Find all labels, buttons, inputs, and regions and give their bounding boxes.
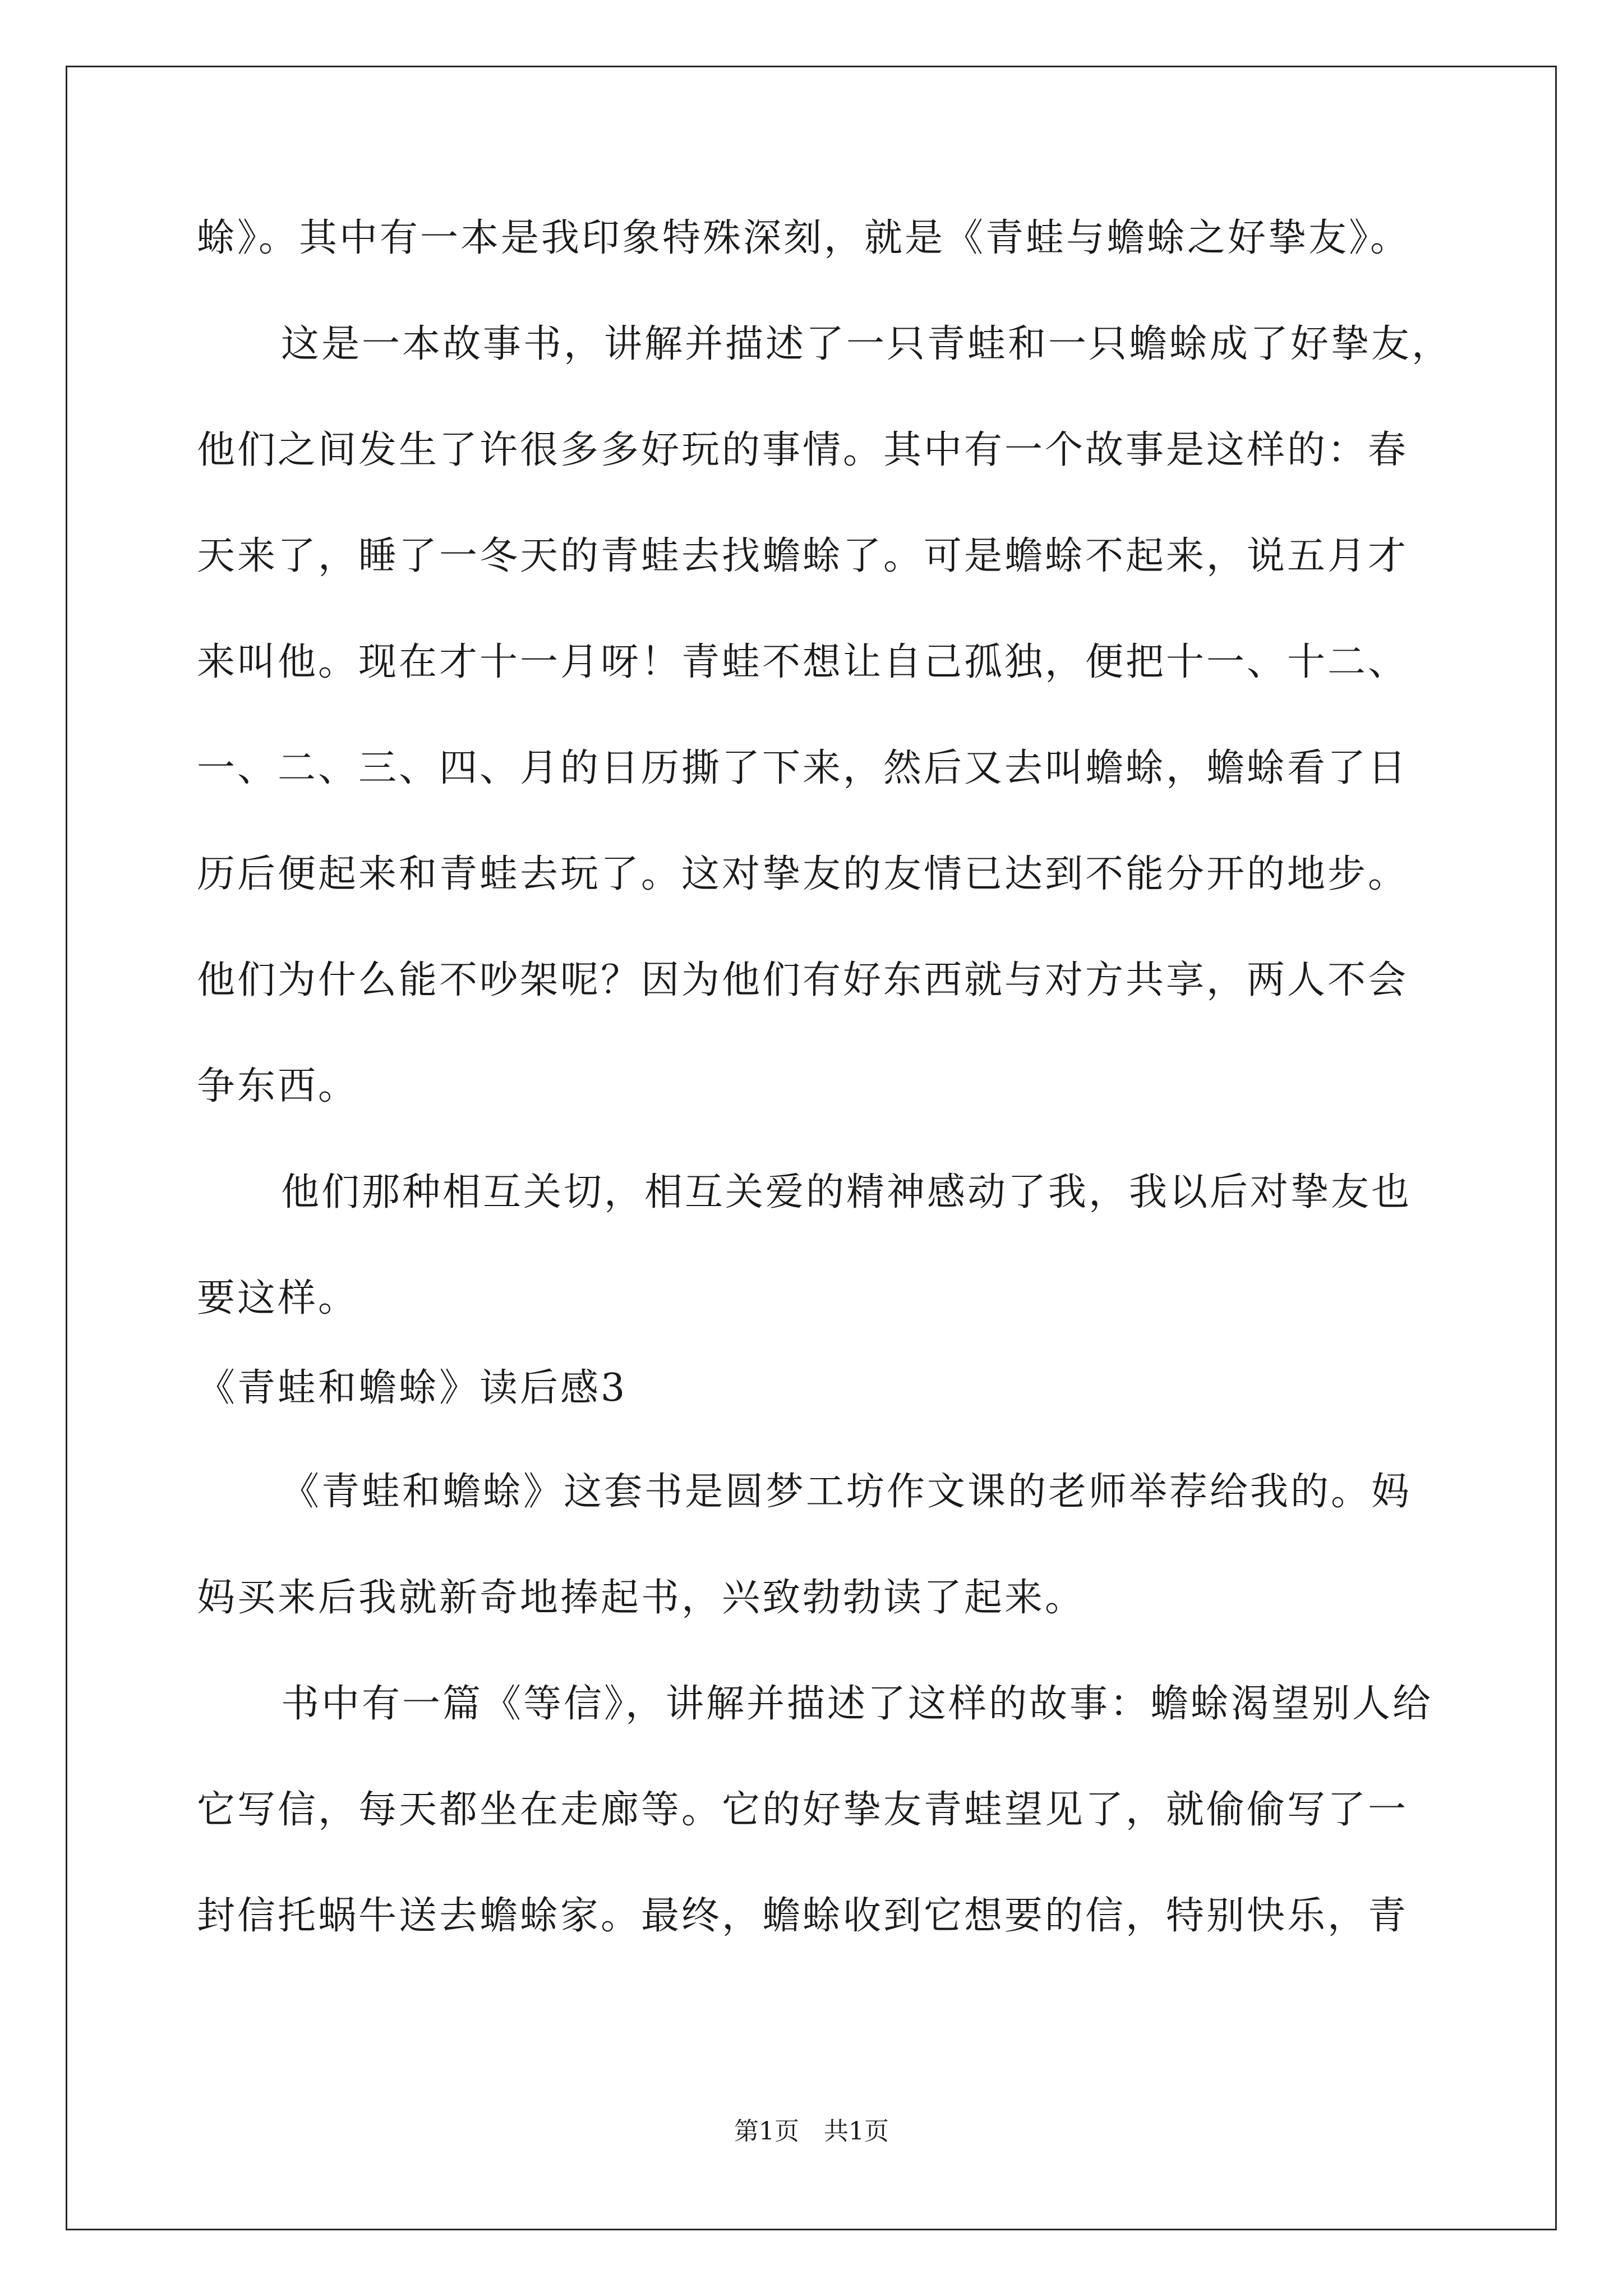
text-line: 他们那种相互关切，相互关爱的精神感动了我，我以后对挚友也 [281, 1170, 1412, 1214]
text-line: 来叫他。现在才十一月呀！青蛙不想让自己孤独，便把十一、十二、 [197, 640, 1409, 684]
text-line: 书中有一篇《等信》，讲解并描述了这样的故事：蟾蜍渴望别人给 [281, 1682, 1433, 1726]
text-line: 天来了，睡了一冬天的青蛙去找蟾蜍了。可是蟾蜍不起来，说五月才 [197, 534, 1409, 578]
text-line: 《青蛙和蟾蜍》这套书是圆梦工坊作文课的老师举荐给我的。妈 [281, 1470, 1412, 1514]
text-line: 他们为什么能不吵架呢？因为他们有好东西就与对方共享，两人不会 [197, 958, 1409, 1002]
page-number: 第1页 共1页 [734, 2117, 889, 2146]
text-line: 历后便起来和青蛙去玩了。这对挚友的友情已达到不能分开的地步。 [197, 852, 1409, 896]
text-line: 一、二、三、四、月的日历撕了下来，然后又去叫蟾蜍，蟾蜍看了日 [197, 746, 1409, 790]
text-line: 争东西。 [197, 1064, 359, 1108]
text-line: 要这样。 [197, 1276, 359, 1320]
text-line: 它写信，每天都坐在走廊等。它的好挚友青蛙望见了，就偷偷写了一 [197, 1788, 1409, 1832]
section-heading: 《青蛙和蟾蜍》读后感3 [197, 1366, 628, 1410]
text-line: 这是一本故事书，讲解并描述了一只青蛙和一只蟾蜍成了好挚友， [281, 322, 1453, 366]
text-line: 他们之间发生了许很多多好玩的事情。其中有一个故事是这样的：春 [197, 428, 1409, 472]
text-line: 蜍》。其中有一本是我印象特殊深刻，就是《青蛙与蟾蜍之好挚友》。 [197, 216, 1411, 260]
text-line: 封信托蜗牛送去蟾蜍家。最终，蟾蜍收到它想要的信，特别快乐，青 [197, 1894, 1409, 1938]
text-line: 妈买来后我就新奇地捧起书，兴致勃勃读了起来。 [197, 1576, 1086, 1620]
